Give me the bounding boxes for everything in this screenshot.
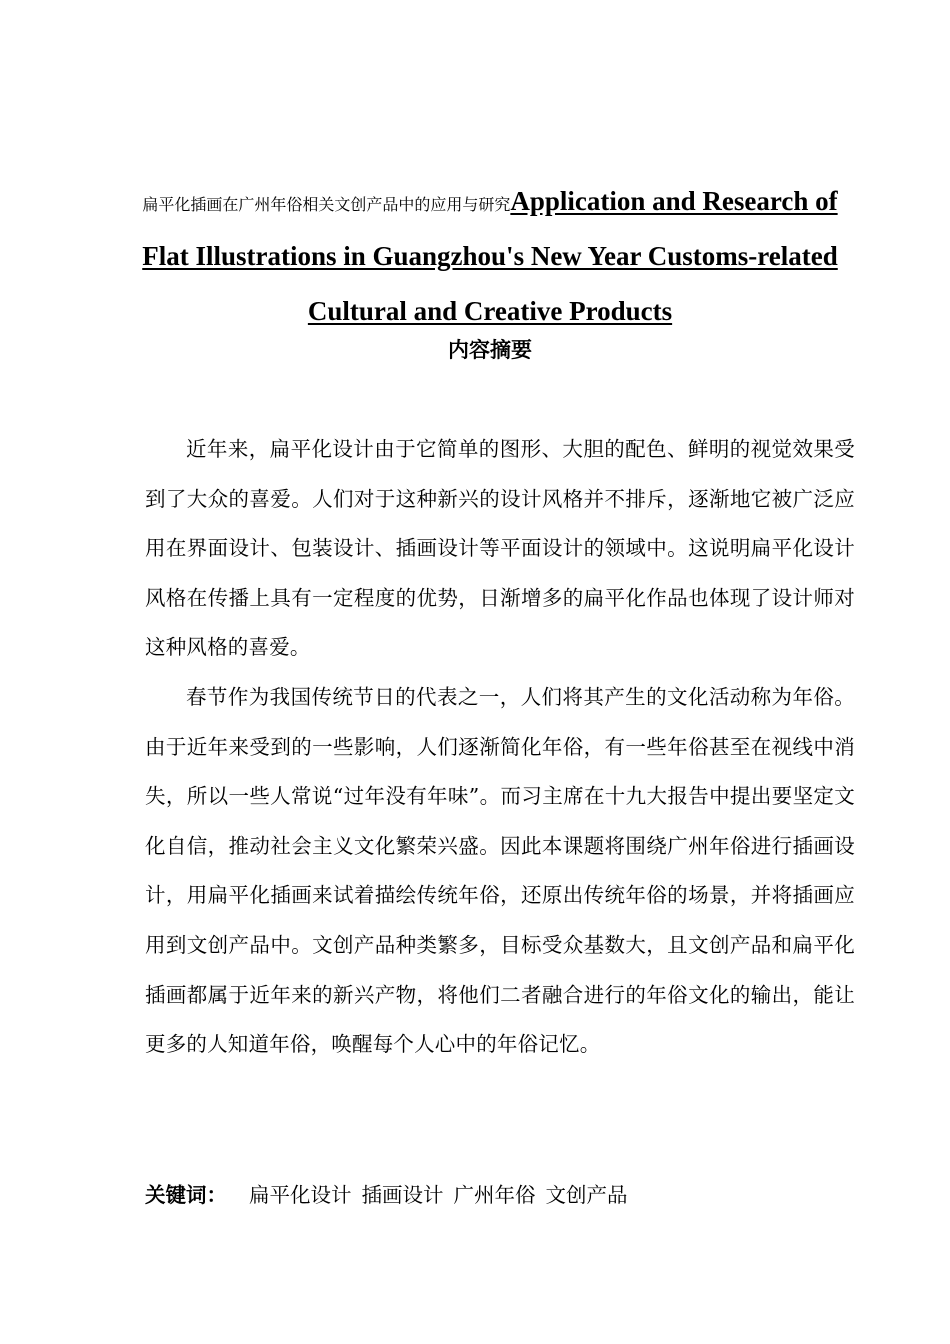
keyword-item: 插画设计 <box>361 1183 444 1207</box>
abstract-paragraph-1: 近年来，扁平化设计由于它简单的图形、大胆的配色、鲜明的视觉效果受到了大众的喜爱。人们对于这种新兴的设计风格并不排斥，逐渐地它被广泛应用在界面设计、包装设计、插画设计等平面设计的领域中。这说明扁平化设计风格在传播上具有一定程度的优势，日渐增多的扁平化作品也体现了设计师对这种风格的喜爱。 <box>145 437 855 660</box>
keyword-item: 广州年俗 <box>453 1183 536 1207</box>
paper-title <box>140 176 840 341</box>
keywords-label: 关键词： <box>145 1183 227 1207</box>
keyword-item: 文创产品 <box>545 1183 628 1207</box>
keywords-line <box>145 1175 845 1216</box>
title-chinese: 扁平化插画在广州年俗相关文创产品中的应用与研究 <box>142 195 511 214</box>
abstract-paragraph-2: 春节作为我国传统节日的代表之一，人们将其产生的文化活动称为年俗。由于近年来受到的一些影响，人们逐渐简化年俗，有一些年俗甚至在视线中消失，所以一些人常说“过年没有年味”。而习主席在十九大报告中提出要坚定文化自信，推动社会主义文化繁荣兴盛。因此本课题将围绕广州年俗进行插画设计，用扁平化插画来试着描绘传统年俗，还原出传统年俗的场景，并将插画应用到文创产品中。文创产品种类繁多，目标受众基数大，且文创产品和扁平化插画都属于近年来的新兴产物，将他们二者融合进行的年俗文化的输出，能让更多的人知道年俗，唤醒每个人心中的年俗记忆。 <box>145 684 855 1057</box>
keyword-item: 扁平化设计 <box>249 1183 352 1207</box>
abstract-heading: 内容摘要 <box>448 338 532 362</box>
abstract-body <box>145 425 855 1070</box>
title-english: Application and Research of Flat Illustrations in Guangzhou's New Year Customs-related Cultural and Creative Products <box>142 186 838 326</box>
